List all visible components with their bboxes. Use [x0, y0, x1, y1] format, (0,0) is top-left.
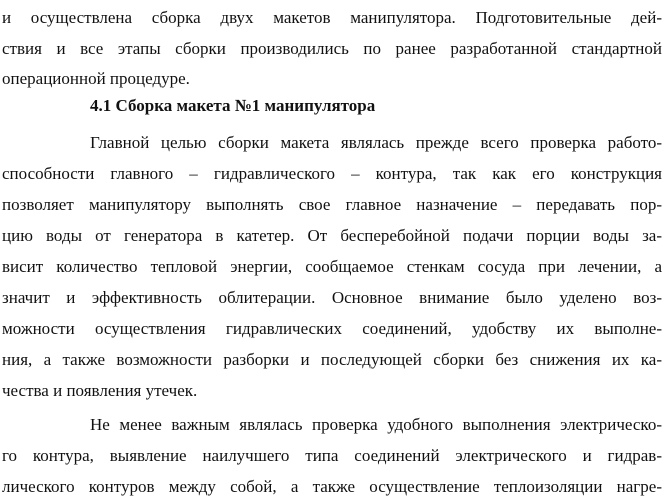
text-line: ния, а также возможности разборки и последующей сборки без снижения их ка-	[2, 350, 662, 369]
text-line: Не менее важным являлась проверка удобного выполнения электрическо-	[90, 415, 662, 434]
text-line: способности главного – гидравлического – контура, так как его конструкция	[2, 164, 662, 183]
text-line: позволяет манипулятору выполнять свое главное назначение – передавать пор-	[2, 195, 662, 214]
text-line: цию воды от генератора в катетер. От бесперебойной подачи порции воды за-	[2, 226, 662, 245]
text-line: чества и появления утечек.	[2, 381, 198, 400]
section-heading: 4.1 Сборка макета №1 манипулятора	[90, 96, 376, 115]
text-line: операционной процедуре.	[2, 69, 190, 88]
text-line: лического контуров между собой, а также осуществление теплоизоляции нагре-	[2, 477, 662, 496]
text-line: и осуществлена сборка двух макетов манипулятора. Подготовительные дей-	[2, 8, 662, 27]
text-line: висит количество тепловой энергии, сообщаемое стенкам сосуда при лечении, а	[2, 257, 662, 276]
text-line: ствия и все этапы сборки производились по ранее разработанной стандартной	[2, 39, 662, 58]
text-line: значит и эффективность облитерации. Основное внимание было уделено воз-	[2, 288, 662, 307]
text-line: можности осуществления гидравлических соединений, удобству их выполне-	[2, 319, 662, 338]
text-line: го контура, выявление наилучшего типа соединений электрического и гидрав-	[2, 446, 662, 465]
text-line: Главной целью сборки макета являлась прежде всего проверка работо-	[90, 133, 662, 152]
